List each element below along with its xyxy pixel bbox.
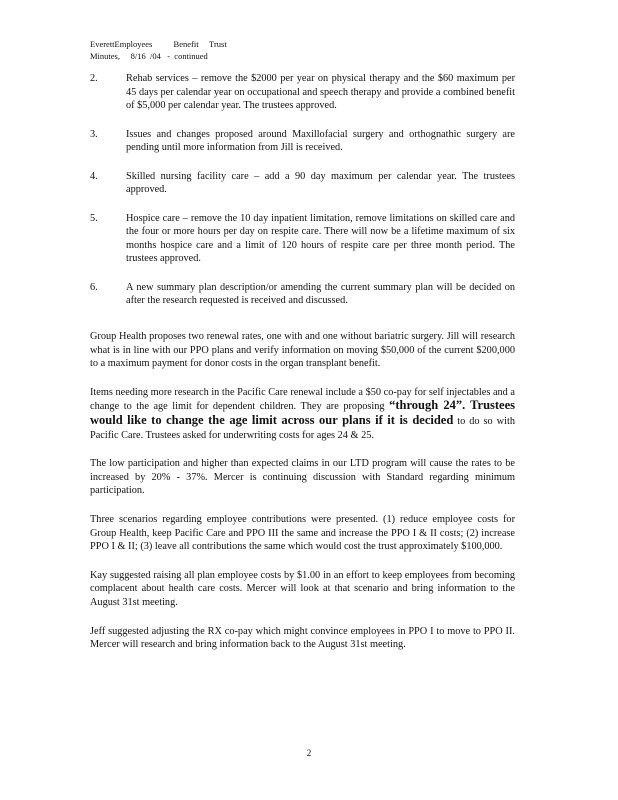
list-item	[90, 281, 515, 308]
item-number: 6.	[90, 281, 98, 293]
paragraph-ltd: The low participation and higher than expected claims in our LTD program will cause the rates to be increased by 20% - 37%. Mercer is continuing discussion with Standard regarding minimum participation.	[90, 458, 515, 497]
header-title: EverettEmployees Benefit Trust	[90, 39, 227, 49]
list-item	[90, 212, 515, 266]
body-paragraphs	[90, 330, 515, 667]
paragraph-pacific-care	[90, 386, 515, 442]
item-number: 4.	[90, 170, 98, 182]
item-number: 2.	[90, 73, 98, 84]
paragraph-pacific-care-part1: Items needing more research in the Pacific Care renewal include a $50 co-pay for self injectables and a change to the age limit for dependent children. They are proposing	[90, 386, 515, 413]
paragraph-scenarios: Three scenarios regarding employee contributions were presented. (1) reduce employee costs for Group Health, keep Pacific Care and PPO III the same and increase the PPO I & II costs; (2) increase PPO I & II; (3) leave all contributions the same which would cost the trust approximately $100,000.	[90, 513, 515, 553]
list-item	[90, 170, 515, 197]
item-text: Issues and changes proposed around Maxillofacial surgery and orthognathic surgery are pending until more information from Jill is received.	[126, 128, 515, 153]
item-text: A new summary plan description/or amending the current summary plan will be decided on after the research requested is received and discussed.	[126, 281, 515, 306]
paragraph-jeff: Jeff suggested adjusting the RX co-pay which might convince employees in PPO I to move to PPO II. Mercer will research and bring information back to the August 31st meeting.	[90, 625, 515, 651]
page-number: 2	[306, 748, 312, 758]
numbered-list	[90, 72, 515, 323]
paragraph-kay: Kay suggested raising all plan employee costs by $1.00 in an effort to keep employees from becoming complacent about health care costs. Mercer will look at that scenario and bring information to the August 31st meeting.	[90, 569, 515, 608]
list-item	[90, 72, 515, 113]
item-text: Rehab services – remove the $2000 per year on physical therapy and the $60 maximum per 45 days per calendar year on occupational and speech therapy and provide a combined benefit of $5,000 per calendar year. The trustees approved.	[126, 73, 515, 111]
document-header	[90, 38, 227, 62]
list-item	[90, 128, 515, 155]
header-date: Minutes, 8/16 /04 - continued	[90, 51, 208, 61]
item-number: 3.	[90, 128, 98, 140]
paragraph-pacific-care-emphasis: “through 24”. Trustees would like to change the age limit across our plans if it is decided	[90, 398, 516, 427]
item-text: Hospice care – remove the 10 day inpatient limitation, remove limitations on skilled care and the four or more hours per day on respite care. There will now be a lifetime maximum of six months hospice care and a limit of 120 hours of respite care per three month period. The trustees approved.	[126, 212, 515, 264]
item-text: Skilled nursing facility care – add a 90 day maximum per calendar year. The trustees approved.	[126, 170, 515, 195]
paragraph-group-health: Group Health proposes two renewal rates, one with and one without bariatric surgery. Jill will research what is in line with our PPO plans and verify information on moving $50,000 of the current $200,000 to a maximum payment for donor costs in the organ transplant benefit.	[90, 331, 515, 370]
item-number: 5.	[90, 212, 98, 224]
paragraph-pacific-care-part3: to do so with Pacific Care. Trustees asked for underwriting costs for ages 24 & 25.	[90, 415, 515, 441]
